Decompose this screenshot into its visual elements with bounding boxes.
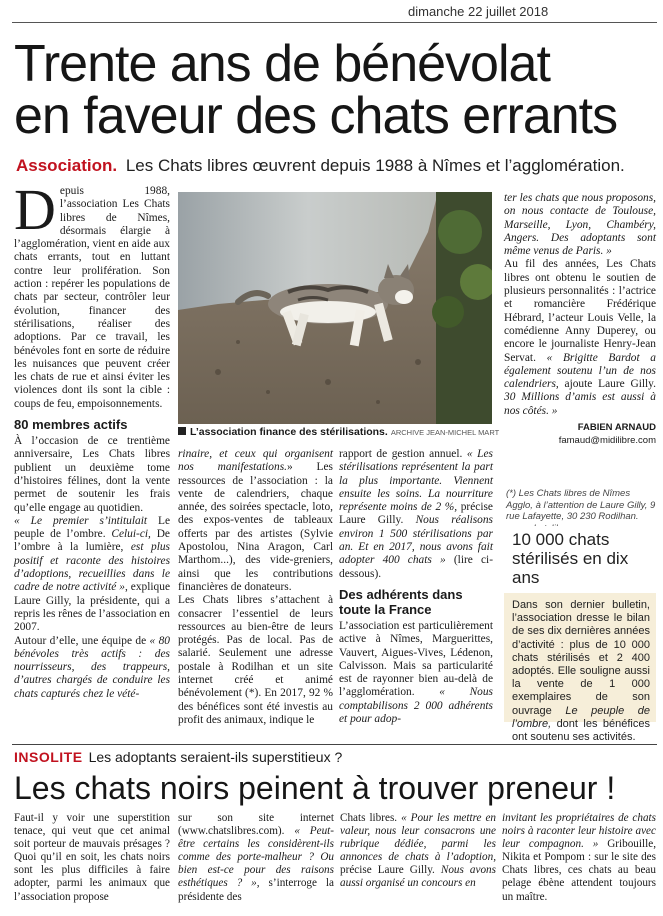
paragraph-3: [14, 515, 170, 635]
text: De l’ombre à la lumière,: [14, 528, 170, 554]
square-bullet-icon: [178, 427, 186, 435]
text: Chats libres.: [340, 812, 398, 824]
insolite-tag: INSOLITE: [14, 749, 83, 765]
subtitle-text: Les Chats libres œuvrent depuis 1988 à Nîmes et l’agglomération.: [125, 156, 625, 175]
insolite-title: Les chats noirs peinent à trouver preneur !: [14, 770, 616, 806]
paragraph-8: [339, 620, 493, 726]
photo-credit: ARCHIVE JEAN-MICHEL MART: [390, 428, 500, 437]
title-line-1: Trente ans de bénévolat: [14, 35, 550, 93]
author-email: famaud@midilibre.com: [558, 435, 656, 447]
section-divider: [12, 744, 657, 745]
quote-text: « Nous comptabilisons 2 000 adhérents et pour adop-: [339, 686, 493, 726]
text: ajoute Laure Gilly.: [564, 378, 656, 391]
quote-text: « Les stérilisations représentent la part la plus importante. Viennent ensuite les soins. La nourriture représente moins de 2 %,: [339, 448, 493, 514]
drop-cap: D: [14, 177, 56, 242]
text: Faut-il y voir une superstition tenace, qui veut que cet animal soit porteur de mauvais présages ? Quoi qu’il en soit, les chats noirs sont les plus difficiles à faire adopter, parmi les animaux que l’association propose: [14, 812, 170, 903]
address-note: (*) Les Chats libres de Nîmes Agglo, à l’attention de Laure Gilly, 9 rue Lafayette, 30 230 Rodilhan.: [506, 488, 656, 522]
author-signature: FABIEN ARNAUD: [577, 422, 656, 434]
column-1: [14, 177, 171, 730]
paragraph-1: [14, 177, 170, 411]
quote-text: Nous réalisons environ 1 500 stérilisations par an. Et en 2017, nous avons fait adopter 400 chats »: [339, 514, 493, 567]
column-2: [178, 448, 333, 738]
text: sur son site internet (www.chatslibres.com).: [178, 812, 334, 838]
page-title: [14, 35, 654, 145]
quote-text: 30 Millions d’amis est aussi à nos côtés. »: [504, 391, 656, 417]
quote-text: « Pour les mettre en valeur, nous leur consacrons une rubrique dédiée, parmi les annonces de chats à l’adoption,: [340, 812, 497, 864]
paragraph-2: À l’occasion de ce trentième anniversaire, Les Chats libres publient un deuxième tome d’histoires félines, dont la vente permet de soutenir les frais qu’elle engage au quotidien.: [14, 435, 170, 514]
box-title: 10 000 chats stérilisés en dix ans: [504, 526, 656, 593]
page-date: dimanche 22 juillet 2018: [408, 4, 549, 19]
text: Le peuple de l’ombre.: [14, 514, 170, 541]
text: précise Laure Gilly.: [340, 864, 435, 877]
quote-text: rinaire, et ceux qui organisent nos manifestations.: [178, 448, 333, 474]
kicker: Association.: [16, 156, 118, 175]
subheading-members-france: Des adhérents dans toute la France: [339, 586, 463, 617]
quote-text: Nous avons aussi organisé un concours en: [340, 864, 496, 890]
top-divider: [12, 22, 657, 23]
column-3: [339, 448, 493, 738]
text: rapport de gestion annuel.: [339, 448, 463, 460]
text: Au fil des années, Les Chats libres ont obtenu le soutien de plusieurs personnalités : l’actrice et romancière Frédérique Hébrard, l’acteur Louis Velle, la comédienne Anny Duperey, ou encore le journaliste Henry-Jean Servat.: [504, 258, 656, 364]
text: , explique Laure Gilly, la présidente, qui a repris les rênes de l’association en 2007.: [14, 581, 171, 634]
insolite-header: [14, 749, 342, 765]
paragraph-text: epuis 1988, l’association Les Chats libres de Nîmes, désormais élargie à l’agglomération, vient en aide aux chats errants, tout en luttant contre leur prolifération. Son action : repérer les populations de chats par secteur, contrôler leur évolution, financer des stérilisations, réaliser des adoptions. Par ce travail, les bénévoles font en sorte de réduire les nuisances que peuvent créer les chats de rue et ainsi éviter les violences dont ils sont la cible : coups de feu, empoisonnements.: [14, 185, 170, 410]
text: s’interroge la présidente des: [178, 877, 334, 903]
quote-text: « 80 bénévoles très actifs : des nourrisseurs, des trappeurs, d’autres chargés de conduire les chats capturés chez le vété-: [14, 634, 170, 700]
paragraph-5: [178, 448, 333, 594]
book-title: Le peuple de l’ombre,: [512, 704, 650, 730]
title-line-2: en faveur des chats errants: [14, 87, 618, 145]
insolite-column-1: [14, 812, 170, 904]
paragraph-6: Les Chats libres s’attachent à consacrer l’essentiel de leurs ressources au bien-être de leurs protégés. Pas de local. Pas de salarié. Seulement une adresse postale à Rodilhan et un site internet créé et animé bénévolement (*). En 2017, 92 % des bénéfices sont été investis au profit des animaux, indique le: [178, 594, 333, 726]
insolite-column-3: [340, 812, 496, 891]
insolite-column-2: [178, 812, 334, 904]
text: Gribouille, Nikita et Pompom : sur le site des Chats libres, ces chats au beau pelage ébène attendent toujours un maître.: [502, 838, 656, 903]
text: L’association est particulièrement active à Nîmes, Marguerittes, Vauvert, Aigues-Vives, Lédenon, Calvisson. Mais sa particularité est de rayonner bien au-delà de l’agglomération.: [339, 619, 493, 699]
insolite-column-4: [502, 812, 656, 904]
column-4: [504, 192, 656, 482]
article-subtitle: [16, 156, 625, 176]
text: précise Laure Gilly.: [339, 501, 493, 527]
quote-text: « Brigitte Bardot a également soutenu l’un de nos calendriers,: [504, 351, 656, 391]
paragraph-10: [504, 258, 656, 418]
quote-text: invitant les propriétaires de chats noirs à raconter leur histoire avec leur compagnon. »: [502, 812, 656, 851]
cat-photo: [178, 192, 492, 424]
box-body: [504, 593, 656, 748]
quote-text: « Peut-être certains les considèrent-ils comme des porte-malheur ? Ou bien est-ce pour des raisons esthétiques ? »,: [178, 825, 335, 890]
text: Autour d’elle, une équipe de: [14, 634, 147, 647]
paragraph-7: [339, 448, 493, 581]
paragraph-9: [504, 192, 656, 258]
sidebar-box: [504, 526, 656, 744]
cat-photo-illustration: [178, 192, 492, 424]
paragraph-4: [14, 635, 170, 701]
insolite-kicker: Les adoptants seraient-ils superstitieux ?: [88, 749, 343, 765]
text: (lire ci-dessous).: [339, 554, 493, 580]
quote-text: ter les chats que nous proposons, on nous contacte de Toulouse, Marseille, Lyon, Chambéry, Angers. Des adoptants sont même venus de Paris. »: [504, 192, 656, 258]
caption-text: L’association finance des stérilisations.: [190, 426, 388, 438]
subheading-members: 80 membres actifs: [14, 417, 128, 433]
quote-text: est plus positif et raconte des histoires d’adoptions, recueillies dans le cadre de notre activité »: [14, 541, 170, 594]
quote-text: « Le premier s’intitulait: [14, 514, 148, 527]
text: dont les bénéfices ont soutenu ses activités.: [512, 717, 650, 744]
quote-text: Celui-ci,: [111, 528, 151, 541]
photo-caption: [178, 426, 500, 438]
text: » Les ressources de l’association : la vente de calendriers, chaque année, des soirées spectacle, loto, des expos-ventes de tableaux offerts par des artistes (Sylvie Apostolou, Nina Aragon, Carl Marthom...), des vide-greniers, ainsi que les contributions financières de donateurs.: [178, 461, 333, 593]
text: Dans son dernier bulletin, l’association dresse le bilan de ses dix dernières années d’activité : plus de 10 000 chats stérilisés et 2 400 adoptés. Elle souligne aussi la vente de 1 000 exemplaires de son ouvrage: [512, 599, 650, 717]
